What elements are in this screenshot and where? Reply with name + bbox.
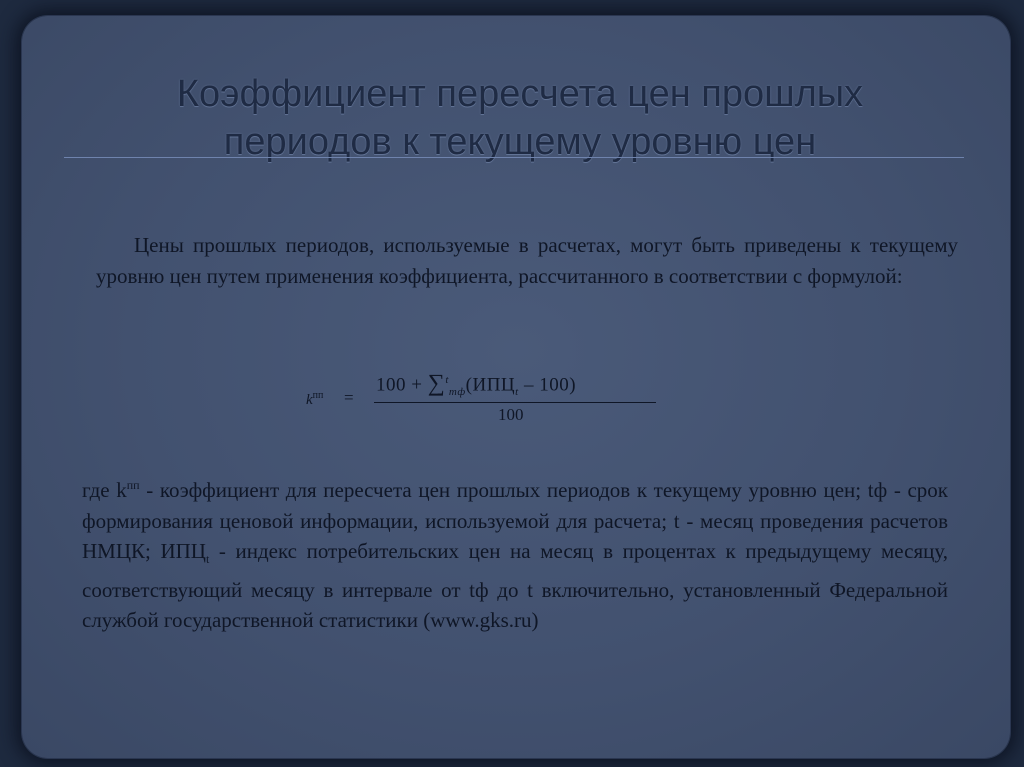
- sum-bottom: тф: [448, 386, 466, 399]
- ipc-sub: t: [515, 386, 519, 399]
- formula-num-a: 100 +: [376, 374, 423, 396]
- ipc-symbol: ИПЦ: [472, 374, 516, 396]
- formula-equals: =: [344, 388, 354, 407]
- title-divider: [64, 157, 964, 158]
- def-sup: пп: [126, 478, 140, 492]
- formula: [300, 360, 680, 430]
- sum-symbol: ∑: [427, 370, 446, 397]
- formula-numerator: [376, 370, 576, 400]
- def-part-2: - коэффициент для пересчета цен прошлых периодов к текущему уровню цен; tф - срок формирования ценовой информации, используемой для расчета; t - месяц проведения расчетов НМЦК; ИПЦ: [82, 478, 948, 563]
- def-part-3: - индекс потребительских цен на месяц в процентах к предыдущему месяцу, соответствующий месяцу в интервале от tф до t включительно, установленный Федеральной службой государственной статистики (www.gks.ru): [82, 539, 949, 633]
- fraction-bar: [374, 402, 656, 403]
- formula-minus: – 100): [523, 374, 577, 396]
- formula-denominator: 100: [498, 405, 524, 424]
- slide-title: Коэффициент пересчета цен прошлых периодов к текущему уровню цен: [176, 73, 864, 163]
- sum-top: t: [445, 374, 449, 386]
- def-part-1: где k: [82, 478, 127, 502]
- formula-lhs: $k^{пп}$: [306, 390, 324, 408]
- def-sub: t: [205, 552, 210, 567]
- definition-paragraph: [82, 470, 948, 636]
- formula-lhs-sup: пп: [312, 390, 324, 401]
- paren-open: (: [465, 374, 473, 396]
- intro-paragraph: Цены прошлых периодов, используемые в расчетах, могут быть приведены к текущему уровню цен путем применения коэффициента, рассчитанного в соответствии с формулой:: [96, 233, 958, 288]
